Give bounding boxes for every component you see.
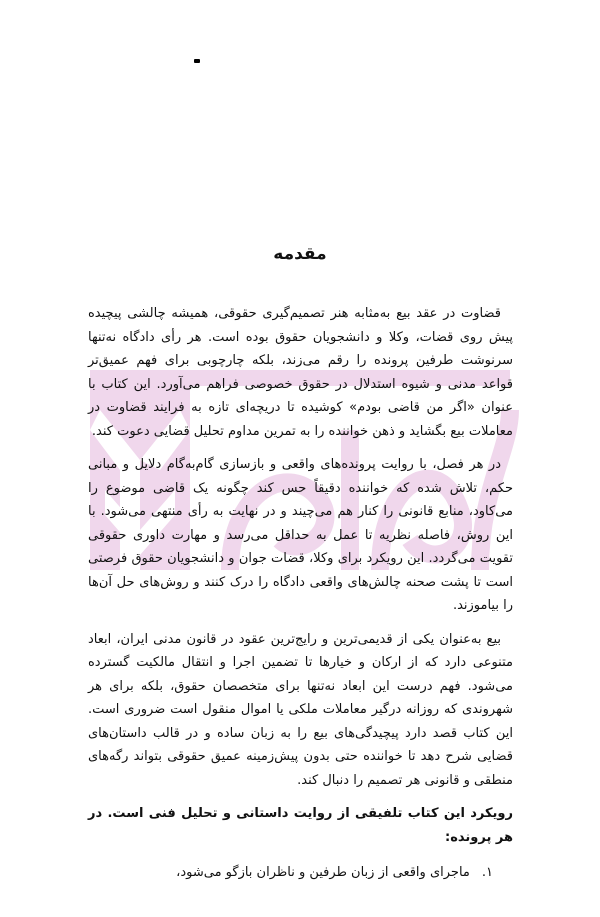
approach-heading: رویکرد این کتاب تلفیقی از روایت داستانی و تحلیل فنی است. در هر پرونده:	[88, 806, 513, 845]
page-mark	[194, 59, 200, 63]
paragraph: در هر فصل، با روایت پرونده‌های واقعی و بازسازی گام‌به‌گام دلایل و مبانی حکم، تلاش شده که خواننده دقیقاً حس کند چگونه یک قاضی موضوع را می‌کاود، منابع قانونی را کنار هم می‌چیند و در نهایت به رأی منتهی می‌شود. با این روش، فاصله نظریه تا عمل به حداقل می‌رسد و مهارت داوری حقوقی تقویت می‌گردد. این رویکرد برای وکلا، قضات جوان و دانشجویان حقوق فرصتی است تا پشت صحنه چالش‌های واقعی دادگاه را درک کنند و روش‌های حل آن‌ها را بیاموزند.	[88, 457, 513, 613]
body-text	[88, 302, 513, 885]
paragraph: قضاوت در عقد بیع به‌مثابه هنر تصمیم‌گیری حقوقی، همیشه چالشی پیچیده پیش روی قضات، وکلا و دانشجویان حقوق بوده است. هر رأی دادگاه نه‌تنها سرنوشت طرفین پرونده را رقم می‌زند، بلکه چارچوبی برای فهم عمیق‌تر قواعد مدنی و شیوه استدلال در حقوق خصوصی فراهم می‌آورد. این کتاب با عنوان «اگر من قاضی بودم» کوشیده تا دریچه‌ای تازه به فرایند قضاوت در معاملات بیع بگشاید و ذهن خواننده را به تمرین مداوم تحلیل قضایی دعوت کند.	[88, 306, 513, 439]
list-text: ماجرای واقعی از زبان طرفین و ناظران بازگو می‌شود،	[176, 865, 470, 880]
numbered-list	[88, 861, 513, 885]
chapter-title: مقدمه	[273, 244, 327, 264]
list-item	[88, 861, 513, 885]
paragraph: بیع به‌عنوان یکی از قدیمی‌ترین و رایج‌ترین عقود در قانون مدنی ایران، ابعاد متنوعی دارد که از ارکان و خیارها تا تضمین اجرا و انتقال مالکیت گسترده می‌شود. فهم درست این ابعاد نه‌تنها برای متخصصان حقوق، بلکه برای هر شهروندی که روزانه درگیر معاملات ملکی یا اموال منقول است ضروری است. این کتاب قصد دارد پیچیدگی‌های بیع را به زبان ساده و در قالب داستان‌های قضایی شرح دهد تا خواننده حتی بدون پیش‌زمینه عمیق حقوقی بتواند رگه‌های منطقی و قانونی هر تصمیم را دنبال کند.	[88, 631, 513, 788]
list-number: ۱.	[481, 865, 493, 880]
